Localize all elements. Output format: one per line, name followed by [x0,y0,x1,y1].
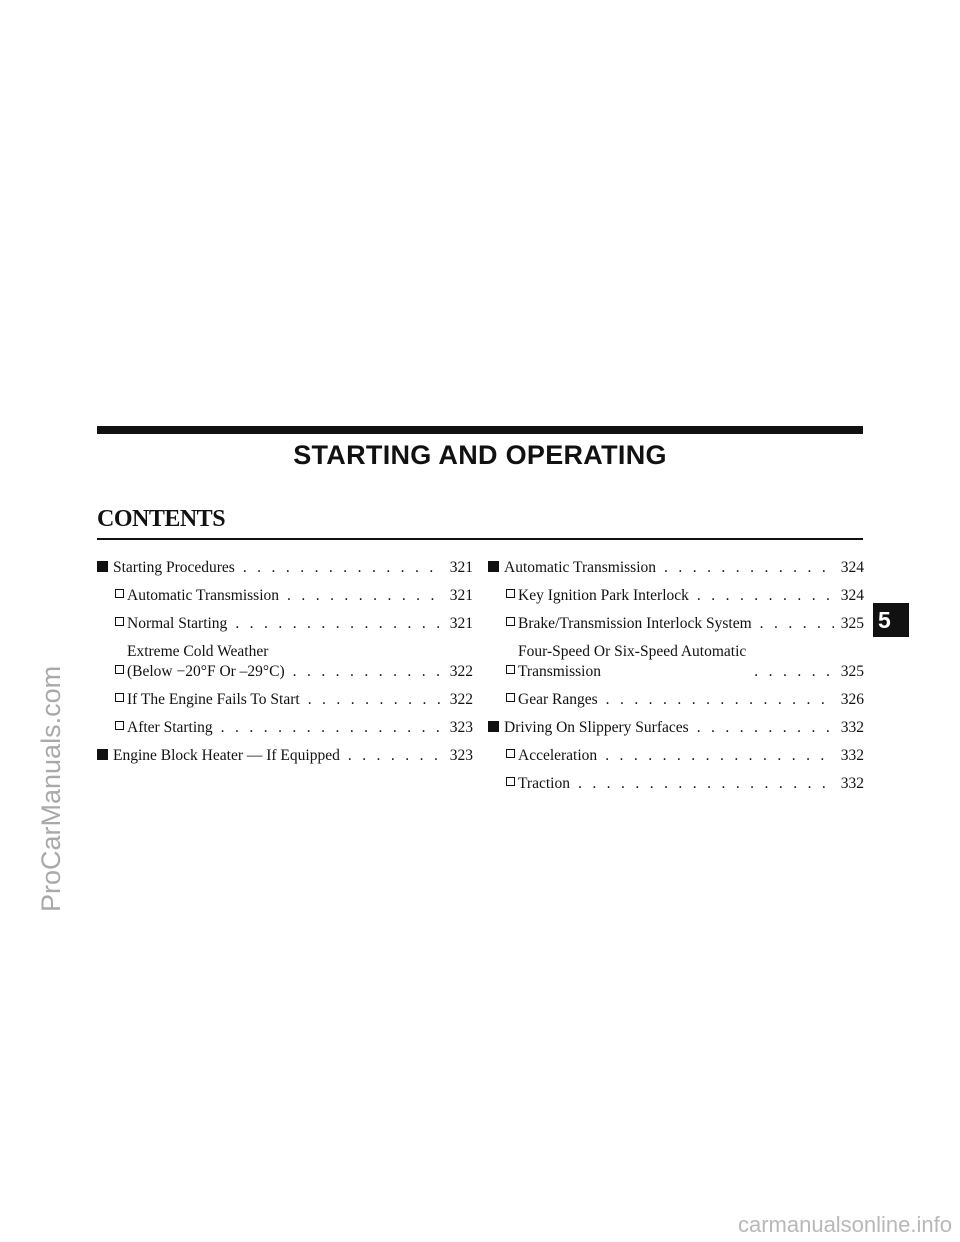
toc-section-entry[interactable] [488,558,864,578]
toc-entry-title: Extreme Cold Weather [127,643,269,660]
contents-rule [97,538,863,540]
toc-entry-title: After Starting [127,719,213,736]
toc-entry-title: Acceleration [518,747,598,764]
toc-subsection-entry[interactable] [488,746,864,766]
toc-section-entry[interactable] [97,558,473,578]
filled-square-bullet-icon [97,558,113,578]
contents-left-column [97,558,473,774]
toc-page-number: 321 [449,559,473,576]
toc-section-entry[interactable] [97,746,473,766]
dot-leader [697,586,834,606]
toc-page-number: 325 [840,663,864,680]
toc-subsection-entry[interactable] [488,586,864,606]
toc-entry-title: Normal Starting [127,615,228,632]
toc-subsection-entry[interactable] [97,718,473,738]
toc-page-number: 325 [840,615,864,632]
toc-subsection-entry[interactable] [488,774,864,794]
open-square-bullet-icon [506,614,518,634]
dot-leader [348,746,443,766]
dot-leader [235,614,443,634]
dot-leader [697,718,834,738]
filled-square-bullet-icon [488,558,504,578]
dot-leader [221,718,443,738]
dot-leader [287,586,443,606]
toc-subsection-entry[interactable] [97,586,473,606]
dot-leader [243,558,443,578]
side-watermark-text: ProCarManuals.com [36,665,66,912]
open-square-bullet-icon [115,586,127,606]
toc-entry-title: If The Engine Fails To Start [127,691,300,708]
contents-heading: CONTENTS [97,506,226,532]
dot-leader [760,614,834,634]
toc-entry-title: Key Ignition Park Interlock [518,587,689,604]
dot-leader [308,690,443,710]
toc-page-number: 326 [840,691,864,708]
open-square-bullet-icon [506,690,518,710]
toc-section-entry[interactable] [488,718,864,738]
toc-page-number: 321 [449,587,473,604]
dot-leader [605,746,834,766]
toc-page-number: 332 [840,775,864,792]
dot-leader [664,558,834,578]
toc-entry-title-line2: Transmission [518,663,601,680]
toc-page-number: 322 [449,663,473,680]
toc-entry-title: Four-Speed Or Six-Speed Automatic [518,643,747,660]
toc-page-number: 321 [449,615,473,632]
open-square-bullet-icon [115,662,127,682]
chapter-tab[interactable]: 5 [873,603,909,637]
filled-square-bullet-icon [488,718,504,738]
toc-page-number: 324 [840,587,864,604]
dot-leader [754,662,834,682]
toc-entry-title: Traction [518,775,570,792]
toc-entry-title: Starting Procedures [113,559,235,576]
toc-entry-title: Driving On Slippery Surfaces [504,719,689,736]
toc-page-number: 323 [449,719,473,736]
dot-leader [578,774,834,794]
toc-page-number: 324 [840,559,864,576]
toc-page-number: 332 [840,747,864,764]
toc-entry-title-line2: (Below −20°F Or –29°C) [127,663,285,680]
chapter-top-bar [97,426,863,434]
filled-square-bullet-icon [97,746,113,766]
toc-entry-title: Gear Ranges [518,691,598,708]
chapter-title: STARTING AND OPERATING [293,440,667,470]
dot-leader [606,690,834,710]
footer-watermark: carmanualsonline.info [737,1212,952,1237]
open-square-bullet-icon [115,614,127,634]
open-square-bullet-icon [506,774,518,794]
open-square-bullet-icon [115,718,127,738]
toc-subsection-entry[interactable] [488,642,864,682]
toc-subsection-entry[interactable] [97,642,473,682]
open-square-bullet-icon [506,586,518,606]
dot-leader [293,662,443,682]
toc-page-number: 332 [840,719,864,736]
toc-page-number: 323 [449,747,473,764]
toc-subsection-entry[interactable] [97,690,473,710]
toc-entry-title: Automatic Transmission [127,587,280,604]
toc-entry-title: Engine Block Heater — If Equipped [113,747,340,764]
open-square-bullet-icon [506,746,518,766]
contents-right-column [488,558,864,802]
toc-subsection-entry[interactable] [97,614,473,634]
toc-entry-title: Automatic Transmission [504,559,657,576]
open-square-bullet-icon [115,690,127,710]
toc-subsection-entry[interactable] [488,614,864,634]
open-square-bullet-icon [506,662,518,682]
toc-entry-title: Brake/Transmission Interlock System [518,615,752,632]
toc-subsection-entry[interactable] [488,690,864,710]
toc-page-number: 322 [449,691,473,708]
